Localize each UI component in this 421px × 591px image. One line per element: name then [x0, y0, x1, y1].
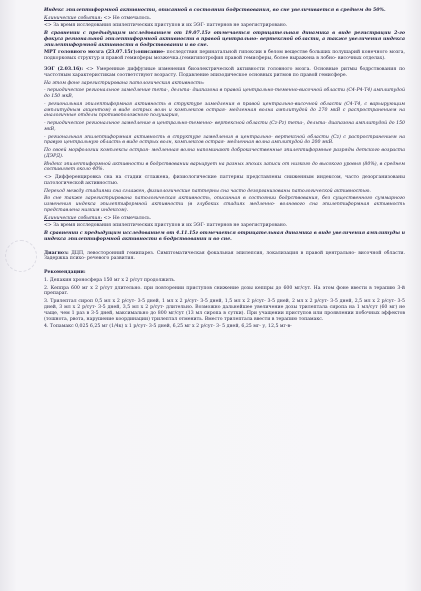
eeg-item-7: <> Дифференцировка сна на стадии сглажена, физиологические паттерны представлены сниженным индексом, часто дезорганизованы патологической активностью.	[44, 175, 405, 186]
recommendations-title: Рекомендации:	[44, 270, 86, 276]
eeg-item-9: Во сне также зарегистрирована патологическая активность, описанная в состоянии бодрствования, без существенного суммарного изменения индекса эпилептиформной активности (в глубоких стадиях медленно- волнового сна эпилептиформная активность представлена низким индексом).	[44, 196, 405, 213]
recommendation-3: 3. Трилептал сироп 0,5 мл х 2 р/сут- 3-5 дней, 1 мл х 2 р/сут- 3-5 дней, 1,5 мл х 2 р/сут- 3-5 дней, 2 мл х 2 р/сут- 3-5 дней, 2,5 мл х 2 р/сут- 3-5 дней, 3 мл х 2 р/сут- 3-5 дней, 3,5 мл х 2 р/сут- длительно. Возможно дальнейшее увеличение дозы трилептала сиропа на 1 мл/сут (60 мг) не чаще, чем 1 раз в 3-5 дней, максимально до 800 мг/сут (13 мл сиропа в сутки). При учащении приступов или проявлении побочных эффектов (тошнота, рвота, нарушение координации) трилептал отменить. Вместо трилептала ввести в терапию топамакс.	[44, 299, 405, 322]
eeg-comparison: В сравнении с предыдущим исследованием от 4.11.15г отмечается отрицательная динамика в виде увеличения амплитуды и индекса эпилептиформной активности в бодрствовании и во сне.	[44, 230, 405, 242]
eeg-clinical-events	[44, 216, 405, 222]
eeg-no-attacks: <> За время исследования эпилептических приступов и их ЭЭГ- паттернов не зарегистрировано.	[44, 223, 288, 229]
eeg-item-1: - периодическое региональное замедление тета-, дельта- диапазона в правой центрально-теменно-височной области (С4-Р4-Т4) амплитудой до 150 мкВ,	[44, 88, 405, 99]
eeg-text: <> Умеренные диффузные изменения биоэлектрической активности головного мозга. Основные ритмы бодрствования по частотным характеристикам соответствуют возрасту. Подавление эпизодическое основных ритмов по правой гемисфере.	[44, 67, 405, 78]
eeg-background-intro: На этом фоне зарегистрирована патологическая активность:	[44, 80, 205, 86]
eeg-item-8: Переход между стадиями сна сглажен, физиологические паттерны сна часто дезорганизованы патологической активностью.	[44, 188, 371, 194]
faint-stamp-mark	[5, 240, 37, 272]
intro-clinical-events	[44, 16, 405, 22]
eeg-clinical-value: <> Не отмечалось.	[102, 215, 152, 221]
eeg-item-6: Индекс эпилептиформной активности в бодрствовании варьирует на разных эпохах записи от низкого до высокого уровня (80%), в среднем составляет около 40%.	[44, 161, 405, 173]
intro-clinical-value: <> Не отмечалось.	[102, 15, 152, 21]
eeg-item-5: По своей морфологии комплексы острая- медленная волна напоминают доброкачественные эпилептиформные разряды детского возраста (ДЭРД).	[44, 148, 405, 159]
recommendation-1: 1. Депакин хроносфера 150 мг х 2 р/сут продолжить.	[44, 277, 176, 283]
diagnosis-text: ДЦП, левосторонний гемипарез. Симптоматическая фокальная эпилепсия, локализация в правой центрально- височной области. Задержка психо- речевого развития.	[44, 250, 405, 262]
mrt-text: последствия перинатальной гипоксии в белом веществе больших полушарий конечного мозга, подкорковых структур и правой гемисферы мозжечка.(гемигипотрофия правой гемисферы, более выражена в лобно- височных отделах).	[44, 50, 405, 62]
mrt-paragraph	[44, 50, 405, 62]
eeg-item-2: - региональная эпилептиформная активность в структуре замедления в правой центрально-височной области (С4-Т4, с варьирующим амплитудным акцентом) в виде острых волн и комплексов острая- медленная волна амплитудой до 270 мкВ с распространением на аналогичные отделы противоположного полушария,	[44, 101, 405, 119]
recommendation-4: 4. Топамакс 0,025 6,25 мг (1/4к) х 1 р/сут- 3-5 дней, 6,25 мг х 2 р/сут- 3- 5 дней, 6,25 мг- у, 12,5 мг-в-	[44, 324, 292, 330]
intro-index-text: Индекс эпилептиформной активности, описанной в состоянии бодрствования, во сне увеличивается в среднем до 50%.	[44, 8, 386, 13]
recommendation-2: 2. Кеппра 600 мг х 2 р/сут длительно. при повторении приступов снижение дозы кеппры до 600 мг/сут. На этом фоне ввести в терапию 3-й препарат.	[44, 285, 405, 297]
mrt-label: МРТ головного мозга (23.07.15г):описание-	[44, 50, 165, 56]
intro-no-attacks: <> За время исследования эпилептических приступов и их ЭЭГ- паттернов не зарегистрировано.	[44, 23, 288, 29]
eeg-item-3: - периодическое региональное замедление в центрально-теменно- вертексной области (Cz-Pz) тета-, дельта- диапазона амплитудой до 150 мкВ,	[44, 121, 405, 132]
intro-clinical-label: Клинические события:	[44, 15, 103, 21]
eeg-clinical-label: Клинические события:	[44, 215, 103, 221]
eeg-paragraph	[44, 67, 405, 79]
diagnosis-paragraph	[44, 251, 405, 263]
diagnosis-label: Диагноз:	[44, 250, 69, 256]
eeg-label: ЭЭГ (2.03.16):	[44, 67, 84, 72]
intro-comparison: В сравнении с предыдущим исследованием от 19.07.15г отмечается отрицательная динамика в виде регистрации 2-го фокуса региональной эпилептиформной активности в правой центрально- вертексной области, а также увеличения индекса эпилептиформной активности в бодрствовании и во сне.	[44, 30, 405, 48]
eeg-item-4: - региональная эпилептиформная активность в структуре замедления в центрально- вертексной области (Cz) с распространением на правую центральную область в виде острых волн, комплексов острая- медленная волна амплитудой до 200 мкВ.	[44, 134, 405, 146]
